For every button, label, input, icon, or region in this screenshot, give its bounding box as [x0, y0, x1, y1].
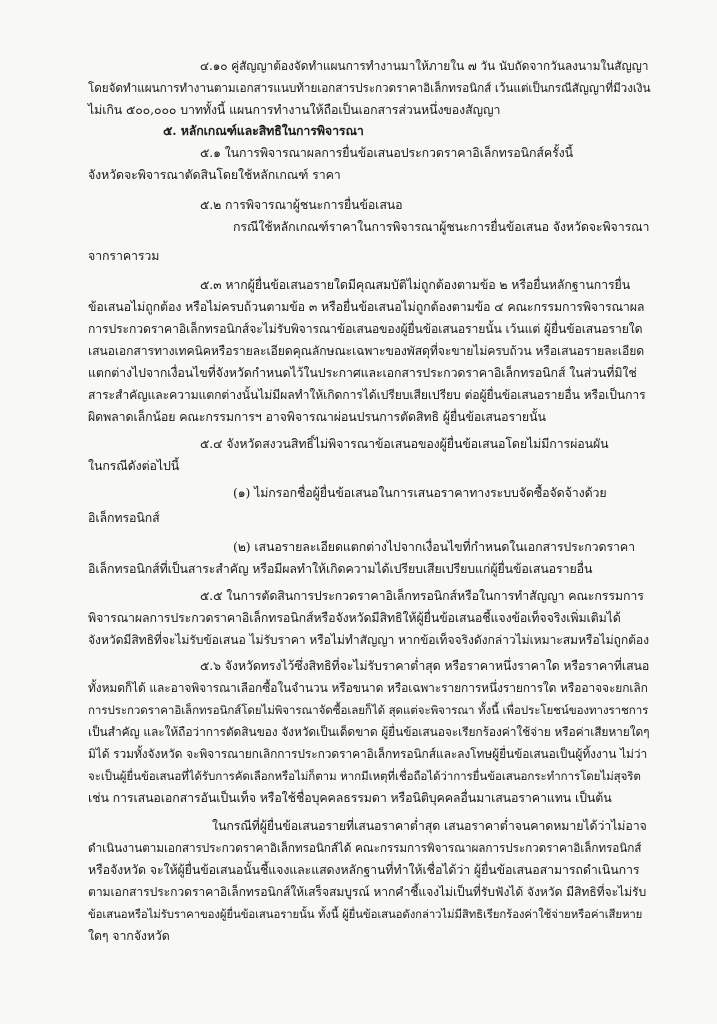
text-line: กรณีใช้หลักเกณฑ์ราคาในการพิจารณาผู้ชนะการยื่นข้อเสนอ จังหวัดจะพิจารณา — [233, 219, 650, 234]
text-line: ในกรณีที่ผู้ยื่นข้อเสนอรายที่เสนอราคาต่ำสุด เสนอราคาต่ำจนคาดหมายได้ว่าไม่อาจ — [212, 818, 647, 833]
text-line: ข้อเสนอไม่ถูกต้อง หรือไม่ครบถ้วนตามข้อ ๓ หรือยื่นข้อเสนอไม่ถูกต้องตามข้อ ๔ คณะกรรมการพิจารณาผล — [88, 299, 645, 314]
text-line: การประกวดราคาอิเล็กทรอนิกส์โดยไม่พิจารณาจัดซื้อเลยก็ได้ สุดแต่จะพิจารณา ทั้งนี้ เพื่อประโยชน์ของทางราชการ — [88, 703, 649, 717]
text-line: จากราคารวม — [88, 248, 160, 263]
text-line: อิเล็กทรอนิกส์ที่เป็นสาระสำคัญ หรือมีผลทำให้เกิดความได้เปรียบเสียเปรียบแก่ผู้ยื่นข้อเสนอรายอื่น — [88, 561, 593, 576]
text-line: ไม่เกิน ๕๐๐,๐๐๐ บาททั้งนี้ แผนการทำงานให้ถือเป็นเอกสารส่วนหนึ่งของสัญญา — [88, 102, 501, 117]
text-line: เสนอเอกสารทางเทคนิคหรือรายละเอียดคุณลักษณะเฉพาะของพัสดุที่จะขายไม่ครบถ้วน หรือเสนอรายละเอียด — [88, 344, 645, 358]
section-heading: ๕. หลักเกณฑ์และสิทธิในการพิจารณา — [163, 123, 364, 138]
text-line: แตกต่างไปจากเงื่อนไขที่จังหวัดกำหนดไว้ในประกาศและเอกสารประกวดราคาอิเล็กทรอนิกส์ ในส่วนที่มิใช่ — [88, 365, 637, 380]
text-line: พิจารณาผลการประกวดราคาอิเล็กทรอนิกส์หรือจังหวัดมีสิทธิให้ผู้ยื่นข้อเสนอชี้แจงข้อเท็จจริงเพิ่มเติมได้ — [88, 610, 621, 625]
text-line: มิได้ รวมทั้งจังหวัด จะพิจารณายกเลิกการประกวดราคาอิเล็กทรอนิกส์และลงโทษผู้ยื่นข้อเสนอเป็นผู้ทิ้งงาน ไม่ว่า — [88, 747, 648, 761]
text-line: เช่น การเสนอเอกสารอันเป็นเท็จ หรือใช้ชื่อบุคคลธรรมดา หรือนิติบุคคลอื่นมาเสนอราคาแทน เป็นต้น — [88, 790, 612, 805]
text-line: ๕.๒ การพิจารณาผู้ชนะการยื่นข้อเสนอ — [200, 197, 403, 212]
text-line: จะเป็นผู้ยื่นข้อเสนอที่ได้รับการคัดเลือกหรือไม่ก็ตาม หากมีเหตุที่เชื่อถือได้ว่าการยื่นข้อเสนอกระทำการโดยไม่สุจริต — [88, 769, 641, 783]
text-line: ข้อเสนอหรือไม่รับราคาของผู้ยื่นข้อเสนอรายนั้น ทั้งนี้ ผู้ยื่นข้อเสนอดังกล่าวไม่มีสิทธิเรียกร้องค่าใช้จ่ายหรือค่าเสียหาย — [88, 907, 643, 921]
text-line: ๕.๔ จังหวัดสงวนสิทธิ์ไม่พิจารณาข้อเสนอของผู้ยื่นข้อเสนอโดยไม่มีการผ่อนผัน — [200, 436, 609, 451]
text-line: เป็นสำคัญ และให้ถือว่าการตัดสินของ จังหวัดเป็นเด็ดขาด ผู้ยื่นข้อเสนอจะเรียกร้องค่าใช้จ่าย หรือค่าเสียหายใดๆ — [88, 725, 650, 739]
text-line: (๒) เสนอรายละเอียดแตกต่างไปจากเงื่อนไขที่กำหนดในเอกสารประกวดราคา — [233, 539, 635, 554]
text-line: จังหวัดจะพิจารณาตัดสินโดยใช้หลักเกณฑ์ ราคา — [88, 167, 341, 182]
text-line: ใดๆ จากจังหวัด — [88, 928, 170, 943]
text-line: อิเล็กทรอนิกส์ — [88, 510, 160, 525]
text-line: ทั้งหมดก็ได้ และอาจพิจารณาเลือกซื้อในจำนวน หรือขนาด หรือเฉพาะรายการหนึ่งรายการใด หรืออาจจะยกเลิก — [88, 681, 648, 695]
text-line: โดยจัดทำแผนการทำงานตามเอกสารแนบท้ายเอกสารประกวดราคาอิเล็กทรอนิกส์ เว้นแต่เป็นกรณีสัญญาที่มีวงเงิน — [88, 81, 651, 95]
text-line: ๕.๖ จังหวัดทรงไว้ซึ่งสิทธิที่จะไม่รับราคาต่ำสุด หรือราคาหนึ่งราคาใด หรือราคาที่เสนอ — [200, 658, 650, 673]
text-line: สาระสำคัญและความแตกต่างนั้นไม่มีผลทำให้เกิดการได้เปรียบเสียเปรียบ ต่อผู้ยื่นข้อเสนอรายอื่น หรือเป็นการ — [88, 388, 646, 402]
text-line: ตามเอกสารประกวดราคาอิเล็กทรอนิกส์ให้เสร็จสมบูรณ์ หากคำชี้แจงไม่เป็นที่รับฟังได้ จังหวัด มีสิทธิที่จะไม่รับ — [88, 885, 647, 899]
text-line: ดำเนินงานตามเอกสารประกวดราคาอิเล็กทรอนิกส์ได้ คณะกรรมการพิจารณาผลการประกวดราคาอิเล็กทรอนิกส์ — [88, 841, 642, 855]
text-line: ในกรณีดังต่อไปนี้ — [88, 458, 180, 473]
text-line: หรือจังหวัด จะให้ผู้ยื่นข้อเสนอนั้นชี้แจงและแสดงหลักฐานที่ทำให้เชื่อได้ว่า ผู้ยื่นข้อเสนอสามารถดำเนินการ — [88, 862, 640, 877]
text-line: ๔.๑๐ คู่สัญญาต้องจัดทำแผนการทำงานมาให้ภายใน ๗ วัน นับถัดจากวันลงนามในสัญญา — [200, 59, 649, 73]
text-line: จังหวัดมีสิทธิที่จะไม่รับข้อเสนอ ไม่รับราคา หรือไม่ทำสัญญา หากข้อเท็จจริงดังกล่าวไม่เหมาะสมหรือไม่ถูกต้อง — [88, 633, 649, 647]
text-line: ๕.๕ ในการตัดสินการประกวดราคาอิเล็กทรอนิกส์หรือในการทำสัญญา คณะกรรมการ — [200, 588, 644, 603]
text-line: ๕.๑ ในการพิจารณาผลการยื่นข้อเสนอประกวดราคาอิเล็กทรอนิกส์ครั้งนี้ — [200, 145, 573, 160]
text-line: ๕.๓ หากผู้ยื่นข้อเสนอรายใดมีคุณสมบัติไม่ถูกต้องตามข้อ ๒ หรือยื่นหลักฐานการยื่น — [200, 277, 631, 292]
text-line: ผิดพลาดเล็กน้อย คณะกรรมการฯ อาจพิจารณาผ่อนปรนการตัดสิทธิ ผู้ยื่นข้อเสนอรายนั้น — [88, 409, 546, 424]
text-line: การประกวดราคาอิเล็กทรอนิกส์จะไม่รับพิจารณาข้อเสนอของผู้ยื่นข้อเสนอรายนั้น เว้นแต่ ผู้ยื่นข้อเสนอรายใด — [88, 322, 643, 336]
text-line: (๑) ไม่กรอกชื่อผู้ยื่นข้อเสนอในการเสนอราคาทางระบบจัดซื้อจัดจ้างด้วย — [233, 485, 607, 500]
